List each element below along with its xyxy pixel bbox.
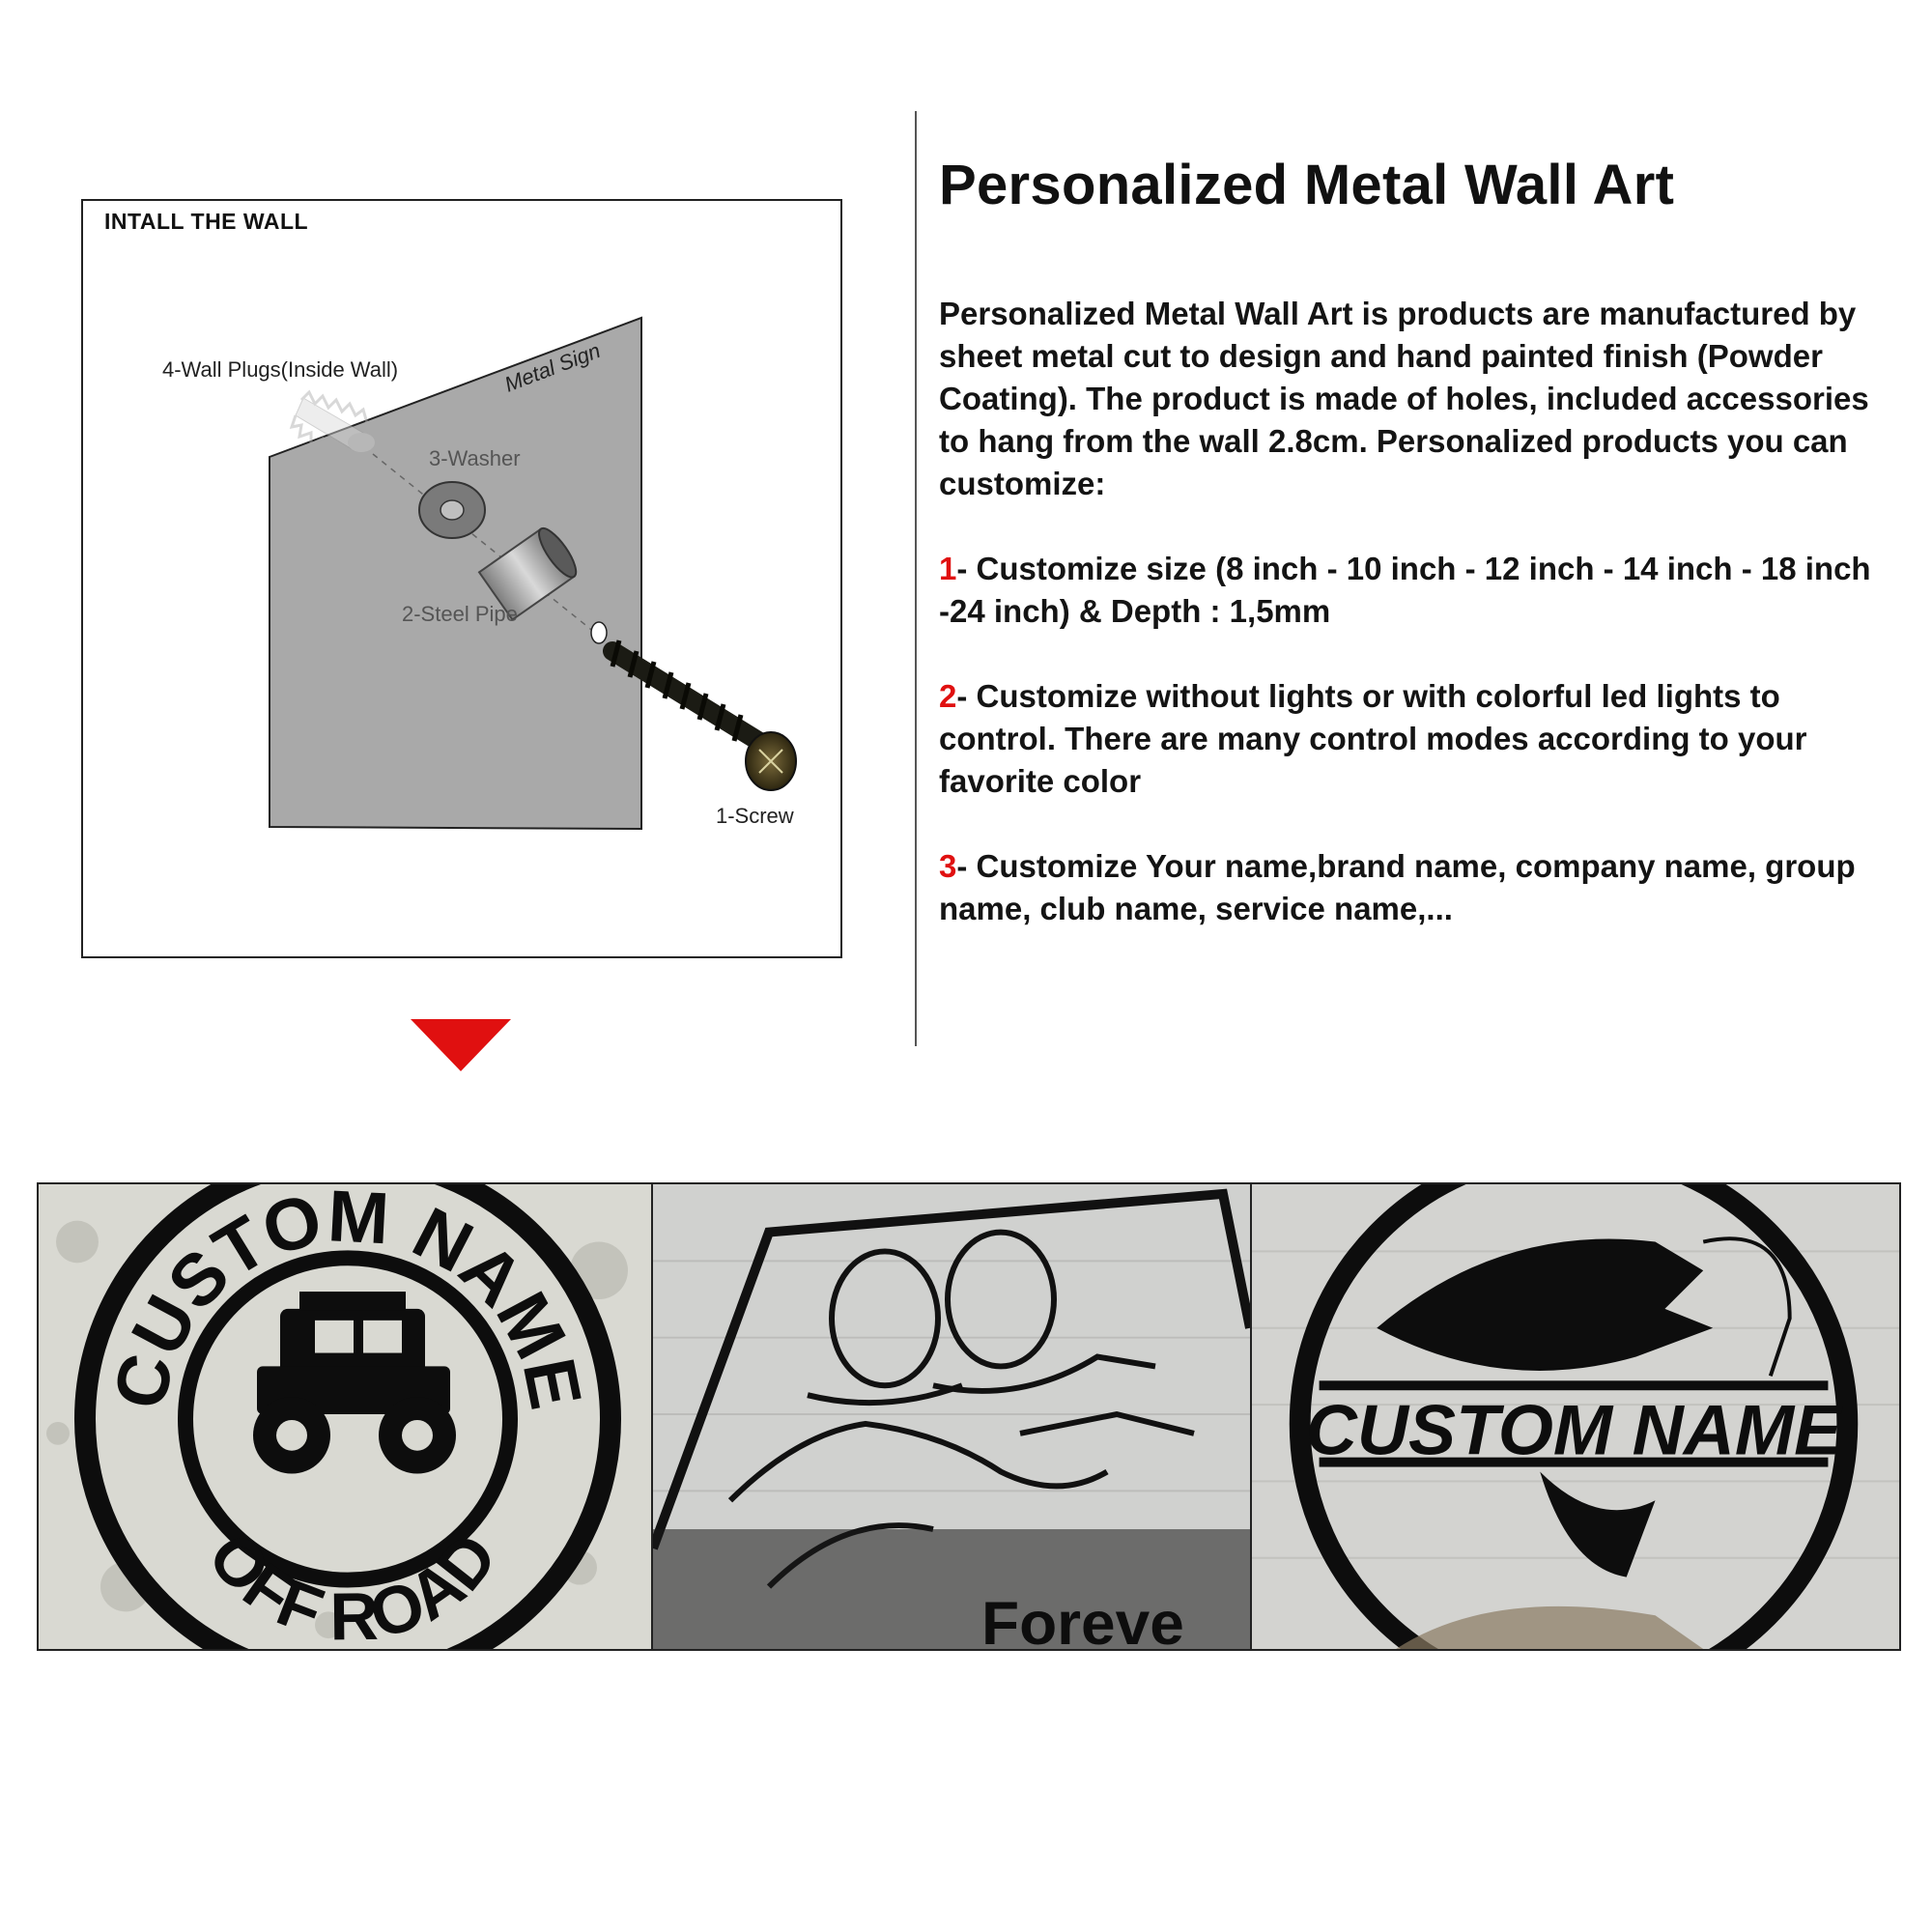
washer	[419, 482, 485, 538]
product-description: Personalized Metal Wall Art is products are manufactured by sheet metal cut to design and hand painted finish (Powder Coating). The product is made of holes, included accessories to hang from the wall 2.8cm. Personalized products you can customize:	[939, 296, 1869, 501]
feature-number: 3	[939, 848, 957, 884]
feature-number: 2	[939, 678, 957, 714]
photo-offroad-sign	[39, 1184, 651, 1649]
metal-sign-label: Metal Sign	[500, 338, 604, 397]
feature-item-size	[939, 548, 1905, 633]
photo2-caption: Foreve	[981, 1588, 1184, 1649]
install-title: INTALL THE WALL	[104, 209, 309, 234]
product-info	[939, 153, 1905, 973]
metal-sign-plate	[270, 318, 641, 829]
product-photo-gallery	[37, 1182, 1901, 1651]
steel-pipe-label: 2-Steel Pipe	[402, 602, 518, 626]
wall-plugs-label: 4-Wall Plugs(Inside Wall)	[162, 357, 399, 382]
page-title: Personalized Metal Wall Art	[939, 154, 1675, 216]
washer-label: 3-Washer	[429, 446, 521, 470]
install-diagram	[83, 201, 844, 960]
feature-text: - Customize Your name,brand name, company name, group name, club name, service name,...	[939, 848, 1856, 926]
feature-number: 1	[939, 551, 957, 586]
screw-label: 1-Screw	[716, 804, 794, 828]
photo-portrait-sign	[651, 1184, 1250, 1649]
install-diagram-panel	[81, 199, 842, 958]
photo3-banner-text: CUSTOM NAME	[1305, 1389, 1842, 1470]
photo-fishing-sign	[1250, 1184, 1899, 1649]
feature-item-name	[939, 845, 1905, 930]
mounting-hole	[591, 622, 607, 643]
feature-text: - Customize without lights or with colorful led lights to control. There are many control modes according to your favorite color	[939, 678, 1807, 799]
arrow-down-icon	[411, 1019, 511, 1071]
feature-text: - Customize size (8 inch - 10 inch - 12 inch - 14 inch - 18 inch -24 inch) & Depth : 1,5mm	[939, 551, 1871, 629]
photo1-bottom-text: OFF ROAD	[193, 1519, 512, 1649]
vertical-divider	[915, 111, 917, 1046]
feature-item-lights	[939, 675, 1905, 803]
photo1-top-text: CUSTOM NAME	[98, 1184, 598, 1416]
